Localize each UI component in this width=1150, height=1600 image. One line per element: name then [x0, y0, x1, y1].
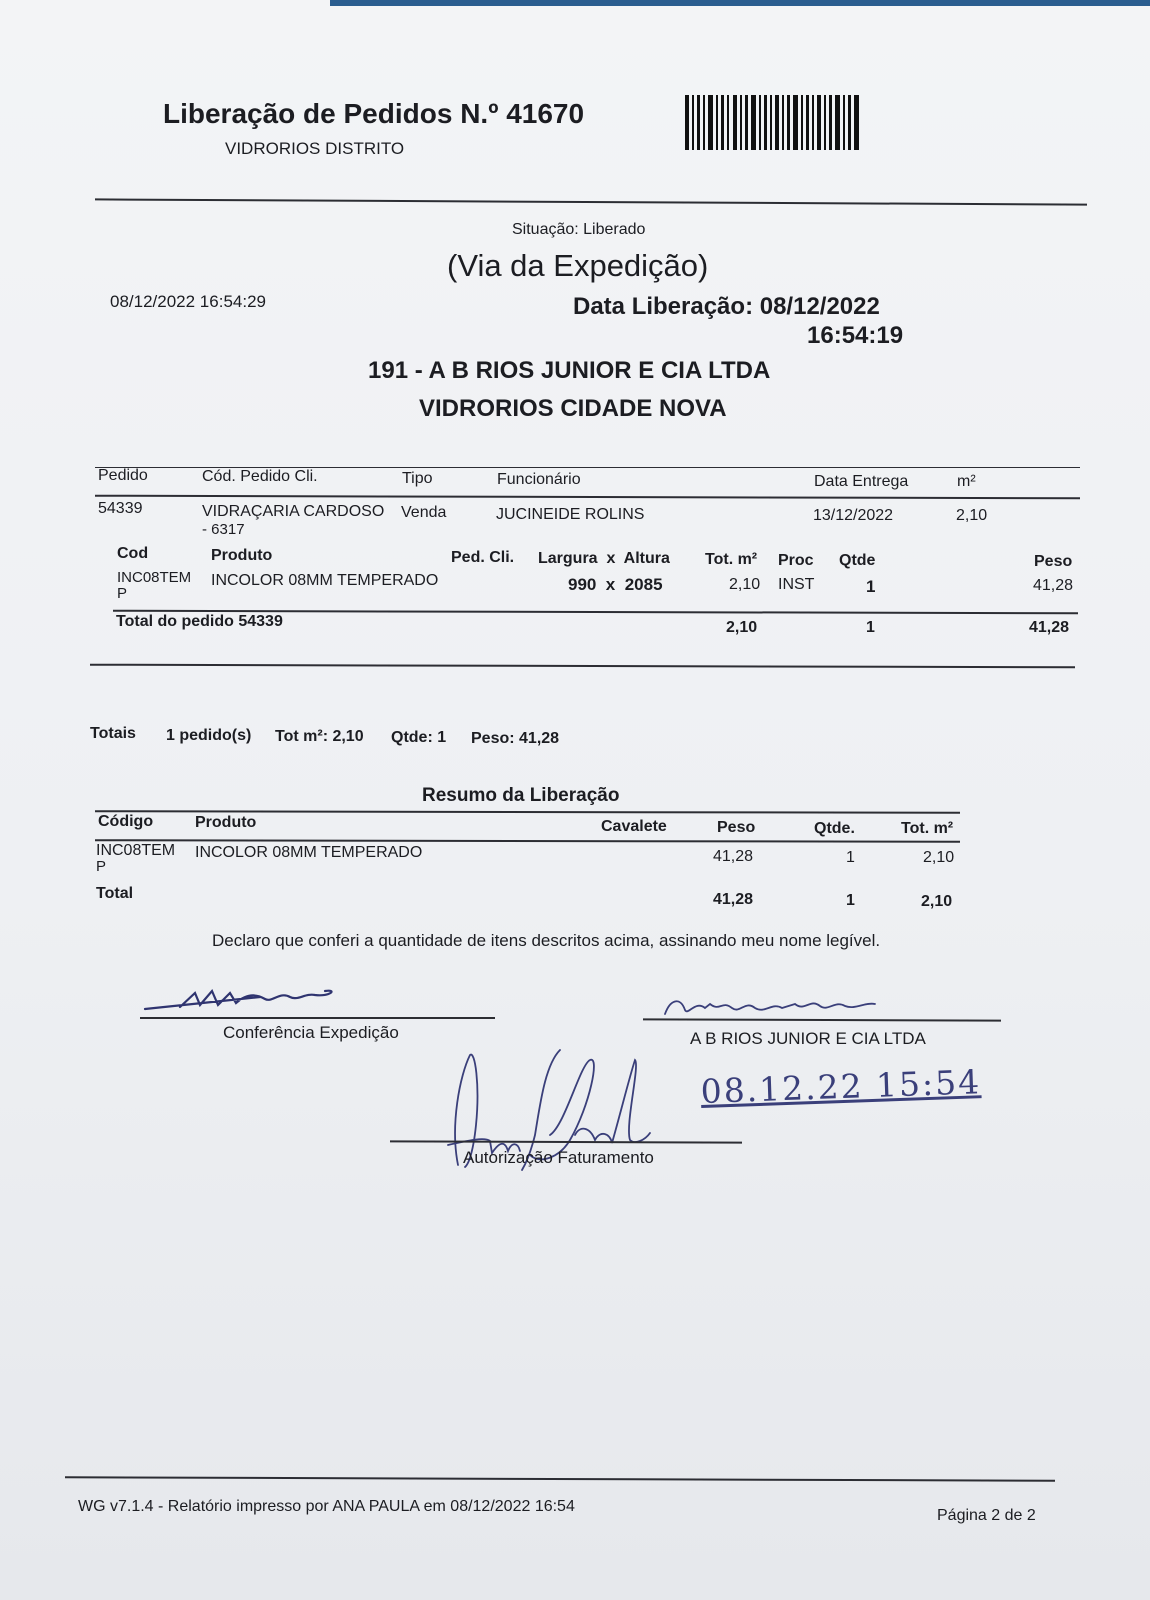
- resumo-header-tot-m2: Tot. m²: [901, 820, 954, 837]
- resumo-header-produto: Produto: [195, 814, 257, 831]
- item-header-peso: Peso: [1034, 553, 1073, 570]
- item-header-proc: Proc: [778, 552, 814, 569]
- client-name: 191 - A B RIOS JUNIOR E CIA LTDA: [368, 357, 771, 384]
- header-divider: [95, 198, 1087, 205]
- order-total-label: Total do pedido 54339: [116, 613, 283, 630]
- via-title: (Via da Expedição): [447, 248, 709, 283]
- footer-printed-by: WG v7.1.4 - Relatório impresso por ANA PAULA em 08/12/2022 16:54: [78, 1498, 575, 1515]
- resumo-header-peso: Peso: [717, 819, 756, 836]
- footer-page-number: Página 2 de 2: [937, 1507, 1036, 1524]
- conferencia-signature-line: [140, 1017, 495, 1019]
- item-peso: 41,28: [1033, 577, 1074, 594]
- item-header-tot-m2: Tot. m²: [705, 551, 758, 568]
- col-header-m2: m²: [957, 473, 976, 490]
- col-header-data-entrega: Data Entrega: [814, 473, 909, 490]
- order-data-entrega: 13/12/2022: [813, 507, 894, 524]
- order-header-rule: [95, 495, 1080, 500]
- document-title: Liberação de Pedidos N.º 41670: [163, 98, 585, 129]
- resumo-total-label: Total: [96, 885, 134, 902]
- resumo-peso: 41,28: [713, 848, 754, 865]
- resumo-codigo: INC08TEM: [96, 842, 176, 859]
- totals-pedidos: 1 pedido(s): [166, 727, 252, 744]
- col-header-funcionario: Funcionário: [497, 471, 581, 488]
- print-datetime: 08/12/2022 16:54:29: [110, 292, 266, 311]
- item-largura-altura: 990 x 2085: [568, 575, 663, 594]
- release-date: Data Liberação: 08/12/2022: [573, 293, 880, 320]
- totals-m2: Tot m²: 2,10: [275, 728, 364, 745]
- resumo-codigo-cont: P: [96, 858, 107, 875]
- resumo-total-tot-m2: 2,10: [921, 893, 953, 910]
- resumo-header-qtde: Qtde.: [814, 820, 855, 837]
- order-pedido: 54339: [98, 500, 143, 517]
- item-cod: INC08TEM: [117, 569, 192, 586]
- order-total-qtde: 1: [866, 619, 875, 636]
- top-edge-band: [330, 0, 1150, 6]
- company-signature: [660, 990, 890, 1020]
- company-signature-label: A B RIOS JUNIOR E CIA LTDA: [690, 1029, 926, 1048]
- resumo-header-rule: [95, 839, 960, 843]
- resumo-tot-m2: 2,10: [923, 849, 955, 866]
- resumo-title: Resumo da Liberação: [422, 785, 620, 806]
- item-produto: INCOLOR 08MM TEMPERADO: [211, 572, 439, 589]
- item-header-produto: Produto: [211, 547, 273, 564]
- totals-qtde: Qtde: 1: [391, 729, 447, 746]
- item-header-largura-altura: Largura x Altura: [538, 550, 670, 567]
- item-cod-cont: P: [117, 585, 128, 602]
- item-header-cod: Cod: [117, 545, 149, 562]
- col-header-tipo: Tipo: [402, 470, 433, 487]
- status-text: Situação: Liberado: [512, 221, 646, 238]
- barcode: [685, 95, 860, 150]
- client-store: VIDRORIOS CIDADE NOVA: [419, 395, 727, 422]
- order-total-m2: 2,10: [726, 619, 758, 636]
- resumo-total-qtde: 1: [846, 892, 855, 909]
- resumo-produto: INCOLOR 08MM TEMPERADO: [195, 844, 423, 861]
- handwritten-date: 08.12.22 15:54: [700, 1062, 982, 1111]
- resumo-qtde: 1: [846, 849, 855, 866]
- order-m2: 2,10: [956, 507, 988, 524]
- item-proc: INST: [778, 576, 815, 593]
- footer-rule: [65, 1476, 1055, 1481]
- col-header-cod-pedido-cli: Cód. Pedido Cli.: [202, 468, 318, 485]
- totals-peso: Peso: 41,28: [471, 730, 560, 747]
- item-tot-m2: 2,10: [729, 576, 761, 593]
- order-cod-pedido-cli: VIDRAÇARIA CARDOSO: [202, 503, 385, 520]
- col-header-pedido: Pedido: [98, 467, 148, 484]
- item-qtde: 1: [866, 577, 876, 596]
- resumo-header-cavalete: Cavalete: [601, 818, 667, 835]
- conferencia-signature: [140, 985, 350, 1015]
- release-time: 16:54:19: [807, 322, 904, 349]
- autorizacao-label: Autorização Faturamento: [463, 1148, 654, 1167]
- declaration-text: Declaro que conferi a quantidade de itens descritos acima, assinando meu nome legível.: [212, 931, 881, 950]
- item-header-ped-cli: Ped. Cli.: [451, 549, 515, 566]
- order-total-peso: 41,28: [1029, 619, 1070, 636]
- order-funcionario: JUCINEIDE ROLINS: [496, 506, 645, 523]
- resumo-header-codigo: Código: [98, 813, 154, 830]
- order-table-bottom-rule: [90, 664, 1075, 669]
- order-tipo: Venda: [401, 504, 447, 521]
- company-name: VIDRORIOS DISTRITO: [225, 139, 405, 158]
- conferencia-label: Conferência Expedição: [223, 1023, 399, 1042]
- company-signature-line: [643, 1018, 1001, 1021]
- resumo-total-peso: 41,28: [713, 891, 754, 908]
- order-cod-pedido-cli-cont: - 6317: [202, 521, 245, 538]
- item-header-qtde: Qtde: [839, 552, 876, 569]
- totals-label: Totais: [90, 725, 136, 742]
